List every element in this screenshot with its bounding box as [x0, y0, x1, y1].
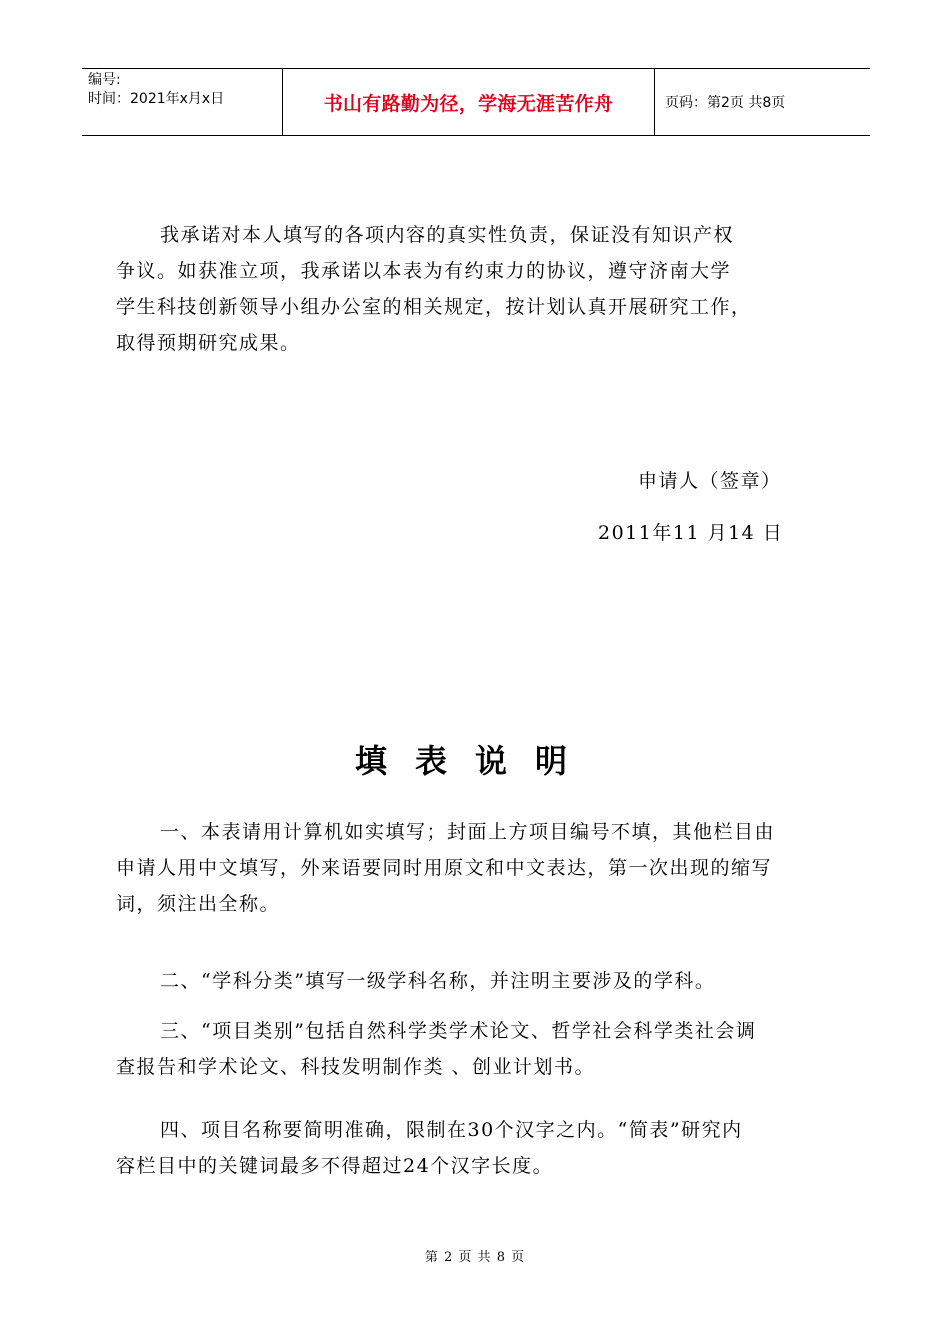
- instruction-line: 四、项目名称要简明准确，限制在30个汉字之内。“简表”研究内: [160, 1119, 743, 1141]
- applicant-signature-label: 申请人（签章）: [638, 470, 782, 492]
- instruction-line: 申请人用中文填写，外来语要同时用原文和中文表达，第一次出现的缩写: [116, 857, 773, 879]
- commitment-line: 学生科技创新领导小组办公室的相关规定，按计划认真开展研究工作，: [116, 296, 752, 318]
- signature-date: 2011年11 月14 日: [598, 522, 784, 544]
- header-motto: 书山有路勤为径，学海无涯苦作舟: [323, 92, 614, 115]
- instruction-line: 三、“项目类别”包括自然科学类学术论文、哲学社会科学类社会调: [160, 1020, 757, 1042]
- instruction-line: 词，须注出全称。: [116, 893, 281, 915]
- time-label: 时间：2021年x月x日: [88, 91, 225, 107]
- instruction-item-3: [116, 1013, 836, 1085]
- commitment-line: 我承诺对本人填写的各项内容的真实性负责，保证没有知识产权: [160, 224, 735, 246]
- instruction-line: 一、本表请用计算机如实填写；封面上方项目编号不填，其他栏目由: [160, 821, 776, 843]
- page-footer: 第 2 页 共 8 页: [424, 1250, 526, 1265]
- header-page-info: 页码：第2页 共8页: [665, 95, 786, 111]
- instruction-line: 二、“学科分类”填写一级学科名称，并注明主要涉及的学科。: [160, 970, 716, 992]
- instruction-line: 查报告和学术论文、科技发明制作类 、创业计划书。: [116, 1056, 596, 1078]
- header-motto-cell: [282, 69, 655, 135]
- document-header: [82, 68, 870, 136]
- instruction-item-2: [116, 963, 836, 999]
- number-label: 编号:: [88, 72, 121, 88]
- commitment-paragraph: [116, 217, 836, 361]
- instruction-item-1: [116, 814, 836, 922]
- commitment-line: 争议。如获准立项，我承诺以本表为有约束力的协议，遵守济南大学: [116, 260, 732, 282]
- header-page-cell: [655, 69, 870, 135]
- instruction-item-4: [116, 1112, 836, 1184]
- header-meta: [82, 69, 282, 135]
- commitment-line: 取得预期研究成果。: [116, 332, 301, 354]
- instructions-title: 填表说明: [354, 742, 595, 780]
- instruction-line: 容栏目中的关键词最多不得超过24个汉字长度。: [116, 1155, 554, 1177]
